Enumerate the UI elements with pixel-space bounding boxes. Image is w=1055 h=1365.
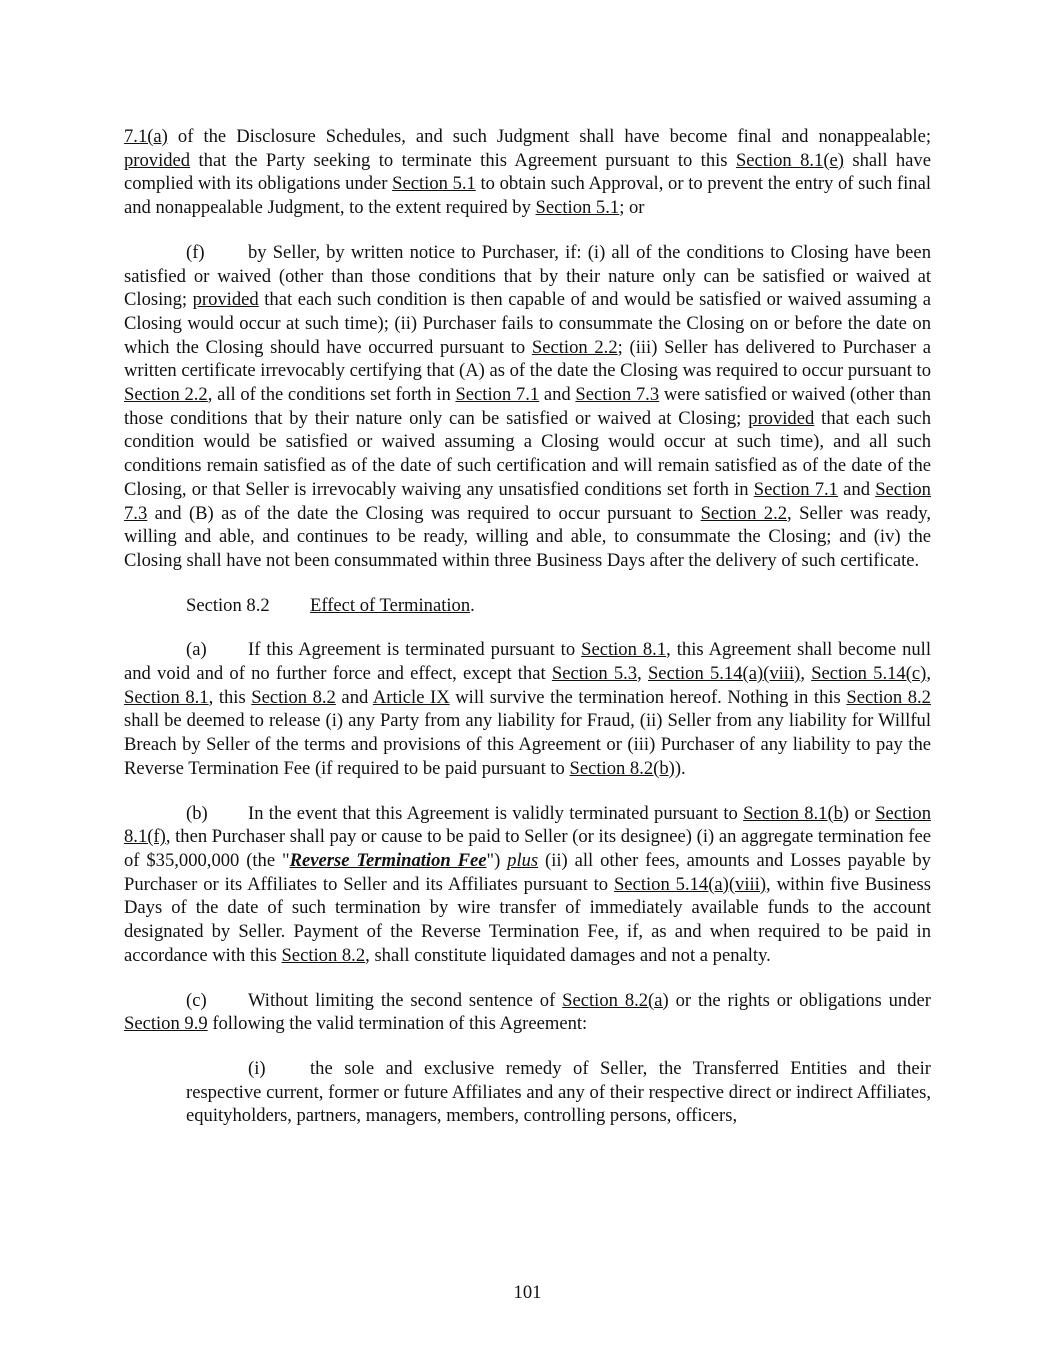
- provided-term: provided: [748, 407, 815, 429]
- section-ref: Section 8.1(b): [743, 802, 850, 824]
- section-ref: Section 5.14(c): [811, 663, 927, 685]
- provided-term: provided: [124, 149, 191, 171]
- clause-i: (i) the sole and exclusive remedy of Seller, the Transferred Entities and their respective current, former or future Affiliates and any of their respective direct or indirect Affiliates, equityholders, partners, managers, members, controlling persons, officers,: [186, 1057, 931, 1127]
- section-ref: Section 8.1(e): [735, 149, 844, 171]
- section-ref: Section 5.14(a)(viii): [647, 663, 801, 685]
- section-ref: Section 8.2: [281, 944, 366, 966]
- section-ref: Section 8.2(b): [569, 757, 675, 779]
- section-ref: Section 5.1: [392, 173, 476, 195]
- section-ref: Section 2.2: [124, 384, 208, 406]
- section-ref: Section 5.14(a)(viii): [613, 873, 767, 895]
- paragraph-continued: 7.1(a) of the Disclosure Schedules, and such Judgment shall have become final and nonappealable; provided that the Party seeking to terminate this Agreement pursuant to this Section 8.1(e) shall have complied with its obligations under Section 5.1 to obtain such Approval, or to prevent the entry of such final and nonappealable Judgment, to the extent required by Section 5.1; or: [124, 126, 931, 219]
- section-ref: Section 8.2: [251, 686, 336, 708]
- provided-term: provided: [192, 289, 259, 311]
- section-ref: 7.1(a): [124, 126, 168, 147]
- section-heading: Section 8.2 Effect of Termination.: [186, 594, 475, 616]
- clause-f: (f) by Seller, by written notice to Purchaser, if: (i) all of the conditions to Closing have been satisfied or waived (other than those conditions that by their nature only can be satisfied or waived at Closing; provided that each such condition is then capable of and would be satisfied or waived assuming a Closing would occur at such time); (ii) Purchaser fails to consummate the Closing on or before the date on which the Closing should have occurred pursuant to Section 2.2; (iii) Seller has delivered to Purchaser a written certificate irrevocably certifying that (A) as of the date the Closing was required to occur pursuant to Section 2.2, all of the conditions set forth in Section 7.1 and Section 7.3 were satisfied or waived (other than those conditions that by their nature only can be satisfied or waived at Closing; provided that each such condition would be satisfied or waived assuming a Closing would occur at such time), and all such conditions remain satisfied as of the date of such certification and will remain satisfied as of the date of the Closing, or that Seller is irrevocably waiving any unsatisfied conditions set forth in Section 7.1 and Section 7.3 and (B) as of the date the Closing was required to occur pursuant to Section 2.2, Seller was ready, willing and able, and continues to be ready, willing and able, to consummate the Closing; and (iv) the Closing shall have not been consummated within three Business Days after the delivery of such certificate.: [124, 241, 932, 571]
- section-ref: Section 8.2(a): [562, 989, 669, 1011]
- article-ref: Article IX: [372, 686, 450, 708]
- defined-term: Reverse Termination Fee: [289, 849, 487, 871]
- section-ref: Section 7.1: [455, 384, 540, 406]
- clause-label: (f): [186, 241, 205, 263]
- section-ref: Section 5.3: [551, 663, 638, 685]
- section-ref: Section 8.1: [581, 639, 667, 661]
- section-ref: Section 2.2: [531, 336, 618, 358]
- section-ref: Section 8.1: [124, 686, 209, 708]
- clause-label: (c): [186, 989, 207, 1011]
- clause-label: (a): [186, 639, 207, 661]
- clause-a: (a) If this Agreement is terminated pursuant to Section 8.1, this Agreement shall become null and void and of no further force and effect, except that Section 5.3, Section 5.14(a)(viii), Section 5.14(c), Section 8.1, this Section 8.2 and Article IX will survive the termination hereof. Nothing in this Section 8.2 shall be deemed to release (i) any Party from any liability for Fraud, (ii) Seller from any liability for Willful Breach by Seller of the terms and provisions of this Agreement or (iii) Purchaser of any liability to pay the Reverse Termination Fee (if required to be paid pursuant to Section 8.2(b)).: [124, 639, 932, 779]
- plus-term: plus: [507, 849, 539, 871]
- document-page: [124, 125, 931, 1128]
- clause-c: (c) Without limiting the second sentence of Section 8.2(a) or the rights or obligations under Section 9.9 following the valid termination of this Agreement:: [124, 989, 931, 1035]
- section-ref: Section 9.9: [124, 1013, 208, 1035]
- section-ref: Section 8.2: [846, 686, 931, 708]
- clause-b: (b) In the event that this Agreement is validly terminated pursuant to Section 8.1(b) or Section 8.1(f), then Purchaser shall pay or cause to be paid to Seller (or its designee) (i) an aggregate termination fee of $35,000,000 (the "Reverse Termination Fee") plus (ii) all other fees, amounts and Losses payable by Purchaser or its Affiliates to Seller and its Affiliates pursuant to Section 5.14(a)(viii), within five Business Days of the date of such termination by wire transfer of immediately available funds to the account designated by Seller. Payment of the Reverse Termination Fee, if, as and when required to be paid in accordance with this Section 8.2, shall constitute liquidated damages and not a penalty.: [124, 802, 931, 966]
- page-number: 101: [513, 1282, 542, 1303]
- section-ref: Section 5.1: [535, 197, 620, 219]
- clause-label: (b): [186, 802, 208, 824]
- clause-label: (i): [248, 1057, 266, 1079]
- section-ref: Section 2.2: [700, 502, 788, 524]
- section-ref: Section 7.3: [575, 384, 660, 406]
- section-ref: Section 7.1: [753, 478, 838, 500]
- section-number: Section 8.2: [186, 594, 270, 616]
- section-ref: Section 7.3: [124, 478, 931, 524]
- section-title: Effect of Termination: [310, 594, 471, 616]
- section-ref: Section 8.1(f): [124, 802, 931, 848]
